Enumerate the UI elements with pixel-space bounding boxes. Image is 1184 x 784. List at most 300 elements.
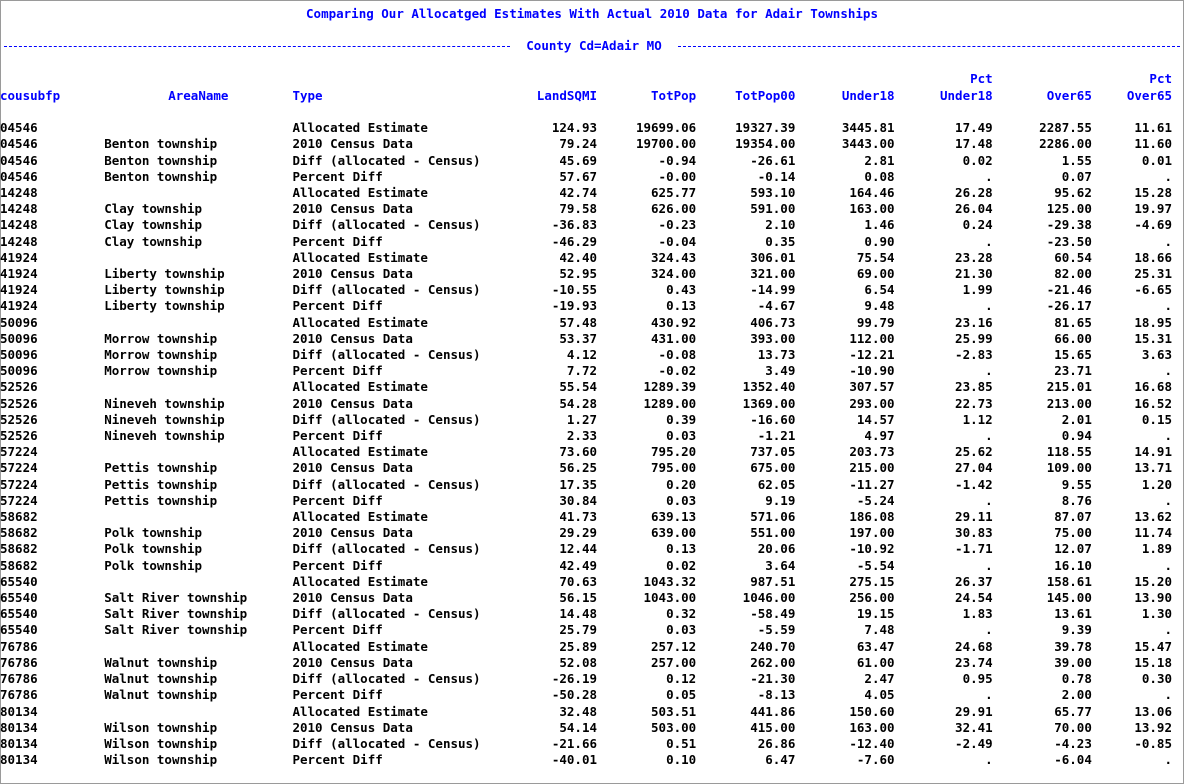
cell-pct-over65: . bbox=[1164, 233, 1172, 249]
cell-pct-under18: 17.48 bbox=[955, 136, 993, 152]
cell-over65: 158.61 bbox=[1046, 573, 1092, 589]
cell-totpop00: -26.61 bbox=[750, 152, 796, 168]
cell-pct-under18: 21.30 bbox=[955, 266, 993, 282]
cell-type: Percent Diff bbox=[292, 687, 383, 703]
cell-pct-under18: 32.41 bbox=[955, 719, 993, 735]
cell-over65: 125.00 bbox=[1046, 201, 1092, 217]
col-header-pct-over65-top: Pct bbox=[1149, 71, 1172, 86]
cell-landsqmi: 14.48 bbox=[559, 606, 598, 622]
cell-over65: 23.71 bbox=[1054, 363, 1092, 379]
cell-landsqmi: -36.83 bbox=[551, 217, 598, 233]
cell-areaname: Pettis township bbox=[104, 476, 218, 492]
cell-cousubfp: 80134 bbox=[0, 703, 38, 719]
cell-pct-under18: 1.83 bbox=[962, 606, 993, 622]
col-header-landsqmi: LandSQMI bbox=[536, 88, 598, 103]
cell-under18: 2.81 bbox=[864, 152, 895, 168]
cell-cousubfp: 57224 bbox=[0, 444, 38, 460]
table-row bbox=[0, 509, 1184, 525]
cell-areaname bbox=[104, 120, 292, 136]
cell-type: Percent Diff bbox=[292, 557, 383, 573]
cell-pct-under18: 22.73 bbox=[955, 395, 993, 411]
cell-totpop00: 20.06 bbox=[757, 541, 796, 557]
cell-cousubfp: 65540 bbox=[0, 590, 38, 606]
cell-pct-under18: 0.95 bbox=[962, 671, 993, 687]
cell-pct-under18: 30.83 bbox=[955, 525, 993, 541]
col-header-totpop: TotPop bbox=[651, 88, 697, 103]
cell-under18: -12.40 bbox=[849, 735, 895, 751]
cell-over65: 9.55 bbox=[1061, 476, 1092, 492]
cell-areaname bbox=[104, 444, 292, 460]
cell-totpop00: -4.67 bbox=[757, 298, 796, 314]
cell-landsqmi: 52.08 bbox=[559, 654, 598, 670]
cell-areaname: Wilson township bbox=[104, 719, 218, 735]
table-row bbox=[0, 298, 1184, 314]
cell-areaname: Pettis township bbox=[104, 460, 218, 476]
cell-totpop00: 593.10 bbox=[750, 185, 796, 200]
cell-over65: 215.01 bbox=[1046, 379, 1092, 395]
table-row bbox=[0, 234, 1184, 250]
col-header-cousubfp: cousubfp bbox=[0, 88, 61, 103]
cell-totpop00: -0.14 bbox=[757, 168, 796, 184]
cell-totpop: 625.77 bbox=[651, 185, 697, 200]
cell-pct-under18: 1.99 bbox=[962, 282, 993, 298]
cell-pct-over65: 11.74 bbox=[1134, 525, 1172, 541]
cell-pct-over65: 13.62 bbox=[1134, 509, 1172, 525]
cell-over65: 75.00 bbox=[1054, 525, 1092, 541]
cell-areaname: Polk township bbox=[104, 557, 203, 573]
cell-pct-under18: . bbox=[985, 428, 993, 444]
cell-totpop: 0.02 bbox=[666, 557, 697, 573]
cell-pct-over65: 13.06 bbox=[1134, 703, 1172, 719]
cell-totpop: 1043.00 bbox=[643, 590, 697, 606]
cell-areaname: Morrow township bbox=[104, 347, 218, 363]
cell-cousubfp: 52526 bbox=[0, 428, 38, 444]
cell-pct-under18: -2.83 bbox=[955, 347, 993, 363]
cell-cousubfp: 04546 bbox=[0, 136, 38, 152]
cell-totpop: 430.92 bbox=[651, 314, 697, 330]
cell-pct-under18: 29.11 bbox=[955, 509, 993, 525]
cell-totpop: 626.00 bbox=[651, 201, 697, 217]
cell-pct-over65: 3.63 bbox=[1141, 347, 1172, 363]
cell-over65: -26.17 bbox=[1046, 298, 1092, 314]
cell-totpop00: 987.51 bbox=[750, 573, 796, 589]
cell-areaname: Polk township bbox=[104, 541, 203, 557]
cell-cousubfp: 50096 bbox=[0, 314, 38, 330]
cell-under18: 99.79 bbox=[856, 314, 895, 330]
cell-type: 2010 Census Data bbox=[292, 460, 413, 476]
cell-cousubfp: 58682 bbox=[0, 509, 38, 525]
cell-type: 2010 Census Data bbox=[292, 266, 413, 282]
cell-landsqmi: -40.01 bbox=[551, 752, 598, 768]
cell-totpop: 1289.00 bbox=[643, 395, 697, 411]
cell-type: Diff (allocated - Census) bbox=[292, 282, 481, 298]
cell-landsqmi: 29.29 bbox=[559, 525, 598, 541]
cell-over65: 60.54 bbox=[1054, 249, 1092, 265]
cell-type: 2010 Census Data bbox=[292, 201, 413, 217]
cell-landsqmi: 45.69 bbox=[559, 152, 598, 168]
cell-pct-over65: 1.89 bbox=[1141, 541, 1172, 557]
cell-over65: 66.00 bbox=[1054, 330, 1092, 346]
cell-totpop: 0.10 bbox=[666, 752, 697, 768]
cell-under18: 112.00 bbox=[849, 330, 895, 346]
cell-over65: 95.62 bbox=[1054, 185, 1092, 200]
table-row bbox=[0, 720, 1184, 736]
cell-pct-over65: 13.90 bbox=[1134, 590, 1172, 606]
cell-type: Allocated Estimate bbox=[292, 185, 428, 200]
cell-over65: 8.76 bbox=[1061, 492, 1092, 508]
cell-type: Allocated Estimate bbox=[292, 249, 428, 265]
cell-pct-under18: . bbox=[985, 233, 993, 249]
cell-totpop: 0.03 bbox=[666, 492, 697, 508]
cell-areaname: Liberty township bbox=[104, 266, 225, 282]
cell-pct-over65: 0.30 bbox=[1141, 671, 1172, 687]
cell-type: Diff (allocated - Census) bbox=[292, 152, 481, 168]
cell-landsqmi: 79.24 bbox=[559, 136, 598, 152]
cell-landsqmi: 17.35 bbox=[559, 476, 598, 492]
cell-areaname: Wilson township bbox=[104, 735, 218, 751]
cell-type: Allocated Estimate bbox=[292, 444, 428, 460]
by-group-line bbox=[0, 38, 1184, 54]
cell-over65: 213.00 bbox=[1046, 395, 1092, 411]
cell-landsqmi: -21.66 bbox=[551, 735, 598, 751]
cell-type: Percent Diff bbox=[292, 298, 383, 314]
table-body bbox=[0, 120, 1184, 768]
cell-over65: -4.23 bbox=[1054, 735, 1092, 751]
cell-pct-over65: 16.68 bbox=[1134, 379, 1172, 395]
cell-areaname: Pettis township bbox=[104, 492, 218, 508]
cell-over65: 2.01 bbox=[1061, 411, 1092, 427]
cell-pct-over65: . bbox=[1164, 557, 1172, 573]
col-header-areaname: AreaName bbox=[168, 88, 229, 103]
table-row bbox=[0, 169, 1184, 185]
cell-areaname bbox=[104, 379, 292, 395]
cell-pct-over65: . bbox=[1164, 687, 1172, 703]
table-row bbox=[0, 282, 1184, 298]
cell-type: Diff (allocated - Census) bbox=[292, 476, 481, 492]
table-row bbox=[0, 606, 1184, 622]
cell-totpop00: 1352.40 bbox=[742, 379, 796, 395]
cell-over65: 87.07 bbox=[1054, 509, 1092, 525]
cell-cousubfp: 52526 bbox=[0, 379, 38, 395]
cell-under18: 69.00 bbox=[856, 266, 895, 282]
table-row bbox=[0, 217, 1184, 233]
cell-over65: 15.65 bbox=[1054, 347, 1092, 363]
byline-label: County Cd=Adair MO bbox=[526, 38, 662, 53]
cell-landsqmi: 12.44 bbox=[559, 541, 598, 557]
table-row bbox=[0, 444, 1184, 460]
cell-under18: 0.90 bbox=[864, 233, 895, 249]
cell-areaname bbox=[104, 704, 292, 720]
cell-totpop00: -21.30 bbox=[750, 671, 796, 687]
cell-pct-over65: . bbox=[1164, 298, 1172, 314]
cell-totpop: 257.00 bbox=[651, 654, 697, 670]
cell-landsqmi: 25.89 bbox=[559, 638, 598, 654]
cell-type: Diff (allocated - Census) bbox=[292, 735, 481, 751]
cell-cousubfp: 41924 bbox=[0, 266, 38, 282]
table-row bbox=[0, 622, 1184, 638]
cell-under18: 163.00 bbox=[849, 201, 895, 217]
cell-cousubfp: 52526 bbox=[0, 395, 38, 411]
cell-type: Percent Diff bbox=[292, 428, 383, 444]
cell-totpop00: 0.35 bbox=[765, 233, 796, 249]
cell-areaname: Clay township bbox=[104, 233, 203, 249]
cell-pct-under18: -1.42 bbox=[955, 476, 993, 492]
cell-under18: 275.15 bbox=[849, 573, 895, 589]
cell-under18: 150.60 bbox=[849, 703, 895, 719]
cell-pct-over65: 19.97 bbox=[1134, 201, 1172, 217]
cell-totpop: 1043.32 bbox=[643, 573, 697, 589]
cell-over65: 2.00 bbox=[1061, 687, 1092, 703]
table-row bbox=[0, 331, 1184, 347]
cell-totpop: -0.23 bbox=[658, 217, 697, 233]
cell-areaname: Salt River township bbox=[104, 622, 248, 638]
table-row bbox=[0, 558, 1184, 574]
col-header-totpop00: TotPop00 bbox=[735, 88, 796, 103]
table-row bbox=[0, 266, 1184, 282]
cell-landsqmi: 30.84 bbox=[559, 492, 598, 508]
cell-cousubfp: 65540 bbox=[0, 606, 38, 622]
cell-type: Diff (allocated - Census) bbox=[292, 347, 481, 363]
cell-pct-under18: 17.49 bbox=[955, 120, 993, 136]
cell-landsqmi: 32.48 bbox=[559, 703, 598, 719]
table-row bbox=[0, 428, 1184, 444]
cell-landsqmi: 54.14 bbox=[559, 719, 598, 735]
cell-totpop00: 675.00 bbox=[750, 460, 796, 476]
cell-pct-over65: . bbox=[1164, 622, 1172, 638]
cell-under18: 61.00 bbox=[856, 654, 895, 670]
cell-pct-over65: -6.65 bbox=[1134, 282, 1172, 298]
cell-cousubfp: 04546 bbox=[0, 168, 38, 184]
byline-rule-right bbox=[678, 46, 1180, 47]
cell-totpop: 0.43 bbox=[666, 282, 697, 298]
cell-pct-under18: 26.37 bbox=[955, 573, 993, 589]
cell-totpop00: 26.86 bbox=[757, 735, 796, 751]
cell-totpop00: 591.00 bbox=[750, 201, 796, 217]
cell-under18: -12.21 bbox=[849, 347, 895, 363]
cell-under18: 2.47 bbox=[864, 671, 895, 687]
cell-type: Diff (allocated - Census) bbox=[292, 217, 481, 233]
cell-totpop: 324.43 bbox=[651, 249, 697, 265]
cell-totpop00: 571.06 bbox=[750, 509, 796, 525]
cell-pct-under18: 29.91 bbox=[955, 703, 993, 719]
table-row bbox=[0, 671, 1184, 687]
cell-under18: 197.00 bbox=[849, 525, 895, 541]
cell-pct-under18: 25.99 bbox=[955, 330, 993, 346]
cell-pct-under18: 23.28 bbox=[955, 249, 993, 265]
cell-pct-under18: . bbox=[985, 492, 993, 508]
cell-areaname: Clay township bbox=[104, 217, 203, 233]
cell-cousubfp: 76786 bbox=[0, 638, 38, 654]
cell-under18: 75.54 bbox=[856, 249, 895, 265]
cell-totpop00: 551.00 bbox=[750, 525, 796, 541]
cell-pct-over65: -0.85 bbox=[1134, 735, 1172, 751]
table-row bbox=[0, 574, 1184, 590]
cell-totpop: 795.00 bbox=[651, 460, 697, 476]
cell-totpop00: 6.47 bbox=[765, 752, 796, 768]
cell-totpop: 0.13 bbox=[666, 298, 697, 314]
cell-pct-under18: 23.85 bbox=[955, 379, 993, 395]
cell-over65: 70.00 bbox=[1054, 719, 1092, 735]
cell-over65: 2287.55 bbox=[1039, 120, 1092, 136]
cell-pct-over65: 11.61 bbox=[1134, 120, 1172, 136]
cell-areaname: Walnut township bbox=[104, 654, 218, 670]
table-row bbox=[0, 347, 1184, 363]
cell-totpop: 795.20 bbox=[651, 444, 697, 460]
cell-pct-under18: -2.49 bbox=[955, 735, 993, 751]
cell-under18: -10.92 bbox=[849, 541, 895, 557]
table-row bbox=[0, 460, 1184, 476]
cell-type: Allocated Estimate bbox=[292, 638, 428, 654]
cell-type: 2010 Census Data bbox=[292, 395, 413, 411]
cell-over65: 65.77 bbox=[1054, 703, 1092, 719]
cell-pct-over65: 15.20 bbox=[1134, 573, 1172, 589]
cell-cousubfp: 41924 bbox=[0, 298, 38, 314]
cell-totpop00: -5.59 bbox=[757, 622, 796, 638]
cell-totpop: 19699.06 bbox=[635, 120, 697, 136]
cell-totpop: -0.08 bbox=[658, 347, 697, 363]
cell-landsqmi: 42.49 bbox=[559, 557, 598, 573]
table-row bbox=[0, 525, 1184, 541]
cell-cousubfp: 14248 bbox=[0, 217, 38, 233]
cell-totpop00: 9.19 bbox=[765, 492, 796, 508]
cell-totpop00: 3.64 bbox=[765, 557, 796, 573]
cell-cousubfp: 58682 bbox=[0, 557, 38, 573]
cell-cousubfp: 50096 bbox=[0, 347, 38, 363]
cell-over65: 0.94 bbox=[1061, 428, 1092, 444]
cell-pct-under18: 0.02 bbox=[962, 152, 993, 168]
table-row bbox=[0, 541, 1184, 557]
cell-areaname: Polk township bbox=[104, 525, 203, 541]
cell-over65: 145.00 bbox=[1046, 590, 1092, 606]
cell-landsqmi: 124.93 bbox=[551, 120, 598, 136]
cell-landsqmi: 41.73 bbox=[559, 509, 598, 525]
cell-areaname: Benton township bbox=[104, 136, 218, 152]
cell-areaname bbox=[104, 639, 292, 655]
cell-totpop: 0.05 bbox=[666, 687, 697, 703]
cell-over65: -21.46 bbox=[1046, 282, 1092, 298]
cell-cousubfp: 58682 bbox=[0, 525, 38, 541]
cell-areaname bbox=[104, 574, 292, 590]
cell-cousubfp: 14248 bbox=[0, 233, 38, 249]
table-row bbox=[0, 315, 1184, 331]
cell-totpop: 639.13 bbox=[651, 509, 697, 525]
cell-totpop00: 321.00 bbox=[750, 266, 796, 282]
cell-totpop00: 393.00 bbox=[750, 330, 796, 346]
cell-areaname: Nineveh township bbox=[104, 428, 225, 444]
table-row bbox=[0, 752, 1184, 768]
cell-cousubfp: 65540 bbox=[0, 622, 38, 638]
cell-pct-under18: . bbox=[985, 168, 993, 184]
cell-type: Percent Diff bbox=[292, 622, 383, 638]
cell-totpop: 0.03 bbox=[666, 428, 697, 444]
cell-cousubfp: 41924 bbox=[0, 249, 38, 265]
cell-type: Diff (allocated - Census) bbox=[292, 411, 481, 427]
cell-under18: -7.60 bbox=[856, 752, 895, 768]
cell-pct-over65: 15.28 bbox=[1134, 185, 1172, 200]
cell-totpop: 257.12 bbox=[651, 638, 697, 654]
cell-areaname: Walnut township bbox=[104, 671, 218, 687]
cell-areaname: Walnut township bbox=[104, 687, 218, 703]
cell-totpop00: -14.99 bbox=[750, 282, 796, 298]
table-row bbox=[0, 477, 1184, 493]
cell-pct-over65: 14.91 bbox=[1134, 444, 1172, 460]
cell-totpop: -0.00 bbox=[658, 168, 697, 184]
cell-pct-over65: 15.31 bbox=[1134, 330, 1172, 346]
cell-areaname: Liberty township bbox=[104, 298, 225, 314]
cell-pct-over65: 18.66 bbox=[1134, 249, 1172, 265]
cell-pct-under18: 26.04 bbox=[955, 201, 993, 217]
byline-rule-left bbox=[4, 46, 510, 47]
cell-cousubfp: 80134 bbox=[0, 735, 38, 751]
cell-totpop00: 415.00 bbox=[750, 719, 796, 735]
cell-under18: 293.00 bbox=[849, 395, 895, 411]
cell-over65: -6.04 bbox=[1054, 752, 1092, 768]
cell-cousubfp: 04546 bbox=[0, 152, 38, 168]
cell-under18: 307.57 bbox=[849, 379, 895, 395]
cell-pct-under18: -1.71 bbox=[955, 541, 993, 557]
table-row bbox=[0, 201, 1184, 217]
cell-areaname bbox=[104, 509, 292, 525]
cell-landsqmi: -19.93 bbox=[551, 298, 598, 314]
cell-areaname bbox=[104, 250, 292, 266]
cell-type: Allocated Estimate bbox=[292, 703, 428, 719]
cell-pct-under18: 1.12 bbox=[962, 411, 993, 427]
cell-over65: 82.00 bbox=[1054, 266, 1092, 282]
cell-cousubfp: 14248 bbox=[0, 201, 38, 217]
cell-pct-over65: 15.47 bbox=[1134, 638, 1172, 654]
cell-over65: 1.55 bbox=[1061, 152, 1092, 168]
cell-totpop: 324.00 bbox=[651, 266, 697, 282]
cell-type: Diff (allocated - Census) bbox=[292, 541, 481, 557]
cell-cousubfp: 50096 bbox=[0, 363, 38, 379]
cell-over65: 39.00 bbox=[1054, 654, 1092, 670]
cell-cousubfp: 52526 bbox=[0, 411, 38, 427]
data-table bbox=[0, 70, 1184, 768]
cell-pct-over65: 15.18 bbox=[1134, 654, 1172, 670]
cell-over65: -29.38 bbox=[1046, 217, 1092, 233]
cell-landsqmi: 79.58 bbox=[559, 201, 598, 217]
cell-landsqmi: 2.33 bbox=[566, 428, 598, 444]
cell-under18: -5.24 bbox=[856, 492, 895, 508]
cell-cousubfp: 80134 bbox=[0, 752, 38, 768]
cell-pct-over65: 0.01 bbox=[1141, 152, 1172, 168]
cell-pct-under18: 24.54 bbox=[955, 590, 993, 606]
cell-landsqmi: 70.63 bbox=[559, 573, 598, 589]
cell-pct-under18: 27.04 bbox=[955, 460, 993, 476]
table-row bbox=[0, 153, 1184, 169]
cell-under18: 6.54 bbox=[864, 282, 895, 298]
cell-landsqmi: 56.25 bbox=[559, 460, 598, 476]
cell-under18: 0.08 bbox=[864, 168, 895, 184]
table-row bbox=[0, 250, 1184, 266]
table-row bbox=[0, 396, 1184, 412]
cell-pct-under18: 23.16 bbox=[955, 314, 993, 330]
col-header-pct-under18-top: Pct bbox=[970, 71, 993, 86]
cell-type: 2010 Census Data bbox=[292, 136, 413, 152]
cell-cousubfp: 50096 bbox=[0, 330, 38, 346]
cell-landsqmi: -26.19 bbox=[551, 671, 598, 687]
cell-over65: 12.07 bbox=[1054, 541, 1092, 557]
cell-landsqmi: 55.54 bbox=[559, 379, 598, 395]
cell-totpop00: 406.73 bbox=[750, 314, 796, 330]
col-header-over65: Over65 bbox=[1046, 88, 1092, 103]
cell-type: Allocated Estimate bbox=[292, 573, 428, 589]
cell-pct-over65: 25.31 bbox=[1134, 266, 1172, 282]
cell-over65: 9.39 bbox=[1061, 622, 1092, 638]
cell-pct-over65: 1.30 bbox=[1141, 606, 1172, 622]
table-row bbox=[0, 655, 1184, 671]
cell-areaname: Salt River township bbox=[104, 590, 248, 606]
